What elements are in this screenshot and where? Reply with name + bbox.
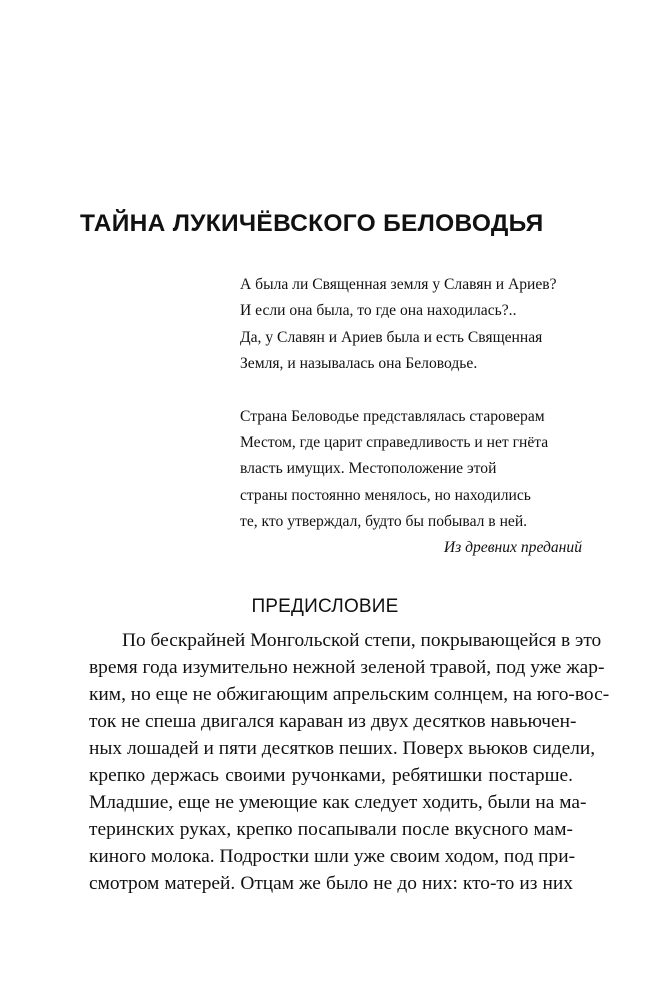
body-line: По бескрайней Монгольской степи, покрывающейся в это — [122, 630, 602, 651]
epigraph-source: Из древних преданий — [443, 538, 582, 556]
body-line: ток не спеша двигался караван из двух десятков навьючен- — [89, 711, 577, 732]
body-line: крепко держась своими ручонками, ребятишки постарше. — [89, 765, 573, 786]
epigraph-line: Земля, и называлась она Беловодье. — [240, 355, 478, 373]
epigraph-line: И если она была, то где она находилась?.. — [240, 302, 517, 320]
chapter-title: ТАЙНА ЛУКИЧЁВСКОГО БЕЛОВОДЬЯ — [80, 210, 544, 237]
section-heading: ПРЕДИСЛОВИЕ — [251, 596, 399, 617]
body-line: Младшие, еще не умеющие как следует ходить, были на ма- — [89, 792, 587, 813]
epigraph-line: А была ли Священная земля у Славян и Ариев? — [240, 276, 557, 293]
epigraph-line: Да, у Славян и Ариев была и есть Священная — [240, 328, 543, 346]
epigraph-line: те, кто утверждал, будто бы побывал в ней. — [240, 513, 528, 531]
epigraph-line: страны постоянно менялось, но находились — [240, 486, 531, 504]
epigraph — [240, 272, 585, 561]
body-line: время года изумительно нежной зеленой травой, под уже жар- — [89, 657, 605, 678]
body-line: ных лошадей и пяти десятков пеших. Поверх вьюков сидели, — [89, 738, 596, 759]
body-paragraph — [89, 627, 610, 897]
body-line: теринских руках, крепко посапывали после вкусного мам- — [89, 819, 573, 840]
body-line: киного молока. Подростки шли уже своим ходом, под при- — [89, 846, 576, 867]
body-line: смотром матерей. Отцам же было не до них: кто-то из них — [89, 873, 573, 894]
epigraph-paragraph-gap — [240, 378, 585, 404]
epigraph-line: власть имущих. Местоположение этой — [240, 460, 497, 478]
epigraph-line: Страна Беловодье представлялась староверам — [240, 407, 545, 425]
body-line: ким, но еще не обжигающим апрельским солнцем, на юго-вос- — [89, 684, 610, 705]
epigraph-line: Местом, где царит справедливость и нет гнёта — [240, 434, 549, 452]
